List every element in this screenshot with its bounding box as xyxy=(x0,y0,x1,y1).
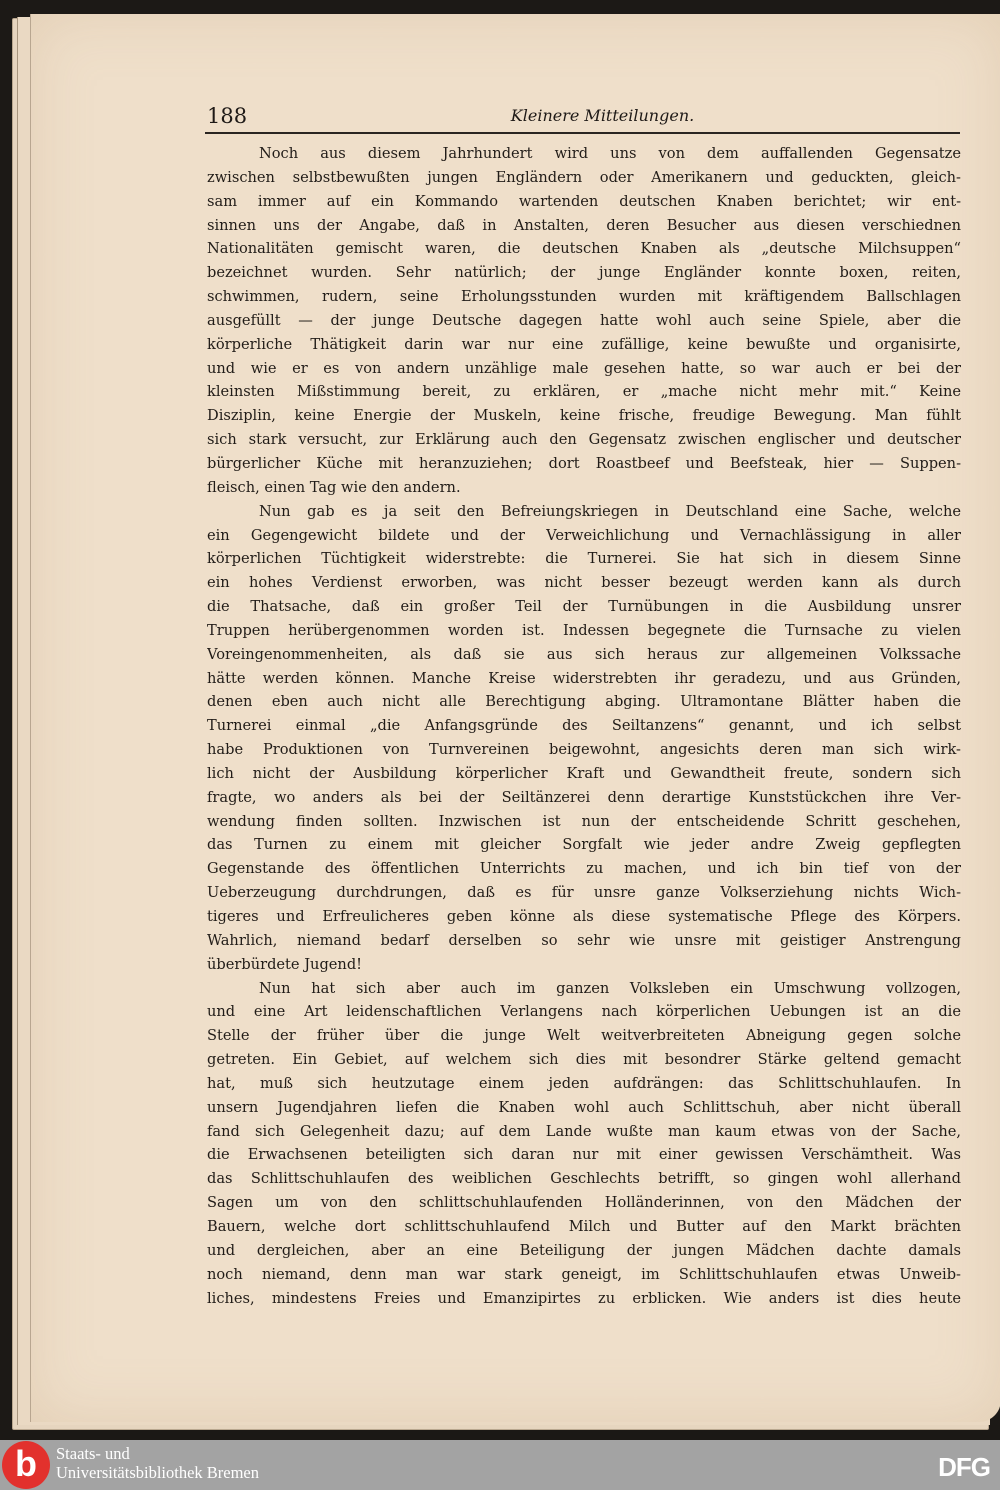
text-line: fragte, wo anders als bei der Seiltänzerei denn derartige Kunststückchen ihre Ver- xyxy=(207,788,961,806)
text-line: habe Produktionen von Turnvereinen beigewohnt, angesichts deren man sich wirk- xyxy=(207,741,961,759)
page-header xyxy=(205,100,960,134)
text-line: sich stark versucht, zur Erklärung auch den Gegensatz zwischen englischer und deutscher xyxy=(207,431,961,449)
text-line: sam immer auf ein Kommando wartenden deutschen Knaben berichtet; wir ent- xyxy=(207,192,961,210)
text-line: Sagen um von den schlittschuhlaufenden Holländerinnen, von den Mädchen der xyxy=(207,1194,961,1212)
body-text xyxy=(207,142,961,1310)
text-line: Truppen herübergenommen worden ist. Indessen begegnete die Turnsache zu vielen xyxy=(207,621,961,639)
text-line: überbürdete Jugend! xyxy=(207,955,363,973)
text-line: Gegenstande des öffentlichen Unterrichts zu machen, und ich bin tief von der xyxy=(207,860,961,878)
text-line: wendung finden sollten. Inzwischen ist nun der entscheidende Schritt geschehen, xyxy=(207,812,961,830)
text-line: getreten. Ein Gebiet, auf welchem sich dies mit besondrer Stärke geltend gemacht xyxy=(207,1051,961,1069)
text-line: noch niemand, denn man war stark geneigt, im Schlittschuhlaufen etwas Unweib- xyxy=(207,1265,961,1283)
text-line: ein hohes Verdienst erworben, was nicht besser bezeugt werden kann als durch xyxy=(207,574,961,592)
text-line: Bauern, welche dort schlittschuhlaufend Milch und Butter auf den Markt brächten xyxy=(207,1217,961,1235)
paragraph xyxy=(207,500,961,977)
footer-bar xyxy=(0,1440,1000,1490)
text-line: und eine Art leidenschaftlichen Verlangens nach körperlichen Uebungen ist an die xyxy=(207,1003,961,1021)
text-line: Voreingenommenheiten, als daß sie aus sich heraus zur allgemeinen Volkssache xyxy=(207,645,961,663)
running-head: Kleinere Mitteilungen. xyxy=(510,106,695,125)
text-line: unsern Jugendjahren liefen die Knaben wohl auch Schlittschuh, aber nicht überall xyxy=(207,1098,961,1116)
text-line: Ueberzeugung durchdrungen, daß es für unsre ganze Volkserziehung nichts Wich- xyxy=(207,884,961,902)
text-line: Turnerei einmal „die Anfangsgründe des Seiltanzens“ genannt, und ich selbst xyxy=(207,717,961,735)
text-line: tigeres und Erfreulicheres geben könne als diese systematische Pflege des Körpers. xyxy=(207,908,961,925)
library-name-line2: Universitätsbibliothek Bremen xyxy=(56,1463,260,1482)
text-line: kleinsten Mißstimmung bereit, zu erklären, er „mache nicht mehr mit.“ Keine xyxy=(207,383,961,401)
text-line: sinnen uns der Angabe, daß in Anstalten, deren Besucher aus diesen verschiednen xyxy=(207,216,961,234)
dfg-logo-icon[interactable]: DFG xyxy=(938,1452,990,1482)
text-line: Stelle der früher über die junge Welt weitverbreiteten Abneigung gegen solche xyxy=(207,1027,961,1045)
library-logo-icon[interactable] xyxy=(2,1441,50,1489)
text-line: Disziplin, keine Energie der Muskeln, keine frische, freudige Bewegung. Man fühlt xyxy=(207,407,961,425)
text-line: Nun gab es ja seit den Befreiungskriegen in Deutschland eine Sache, welche xyxy=(259,502,961,520)
library-name-line1: Staats- und xyxy=(56,1444,130,1463)
text-line: und wie er es von andern unzählige male gesehen hatte, so war auch er bei der xyxy=(207,359,961,377)
text-line: hat, muß sich heutzutage einem jeden aufdrängen: das Schlittschuhlaufen. In xyxy=(207,1074,961,1092)
text-line: schwimmen, rudern, seine Erholungsstunden wurden mit kräftigendem Ballschlagen xyxy=(207,288,961,306)
text-line: Nun hat sich aber auch im ganzen Volksleben ein Umschwung vollzogen, xyxy=(259,979,961,997)
text-line: fand sich Gelegenheit dazu; auf dem Lande wußte man kaum etwas von der Sache, xyxy=(207,1122,961,1140)
paragraph xyxy=(207,977,961,1311)
text-line: das Schlittschuhlaufen des weiblichen Geschlechts betrifft, so gingen wohl allerhand xyxy=(207,1170,961,1188)
text-line: Wahrlich, niemand bedarf derselben so sehr wie unsre mit geistiger Anstrengung xyxy=(207,931,961,949)
text-line: körperlichen Tüchtigkeit widerstrebte: die Turnerei. Sie hat sich in diesem Sinne xyxy=(207,550,961,568)
text-line: ein Gegengewicht bildete und der Verweichlichung und Vernachlässigung in aller xyxy=(207,526,961,544)
text-line: die Thatsache, daß ein großer Teil der Turnübungen in die Ausbildung unsrer xyxy=(207,598,961,616)
text-line: Noch aus diesem Jahrhundert wird uns von dem auffallenden Gegensatze xyxy=(259,145,961,162)
paragraph xyxy=(207,142,961,500)
text-line: lich nicht der Ausbildung körperlicher Kraft und Gewandtheit freute, sondern sich xyxy=(207,764,961,782)
library-name[interactable] xyxy=(56,1444,259,1482)
text-line: liches, mindestens Freies und Emanzipirtes zu erblicken. Wie anders ist dies heute xyxy=(207,1289,961,1307)
page-number: 188 xyxy=(207,104,248,128)
text-line: und dergleichen, aber an eine Beteiligung der jungen Mädchen dachte damals xyxy=(207,1241,961,1259)
text-line: denen eben auch nicht alle Berechtigung abging. Ultramontane Blätter haben die xyxy=(207,693,961,711)
text-line: fleisch, einen Tag wie den andern. xyxy=(207,478,461,496)
text-line: bürgerlicher Küche mit heranzuziehen; dort Roastbeef und Beefsteak, hier — Suppen- xyxy=(207,454,961,472)
text-line: Nationalitäten gemischt waren, die deutschen Knaben als „deutsche Milchsuppen“ xyxy=(207,240,961,258)
text-line: zwischen selbstbewußten jungen Engländern oder Amerikanern und geduckten, gleich- xyxy=(207,168,961,186)
text-line: körperliche Thätigkeit darin war nur eine zufällige, keine bewußte und organisirte, xyxy=(207,335,961,353)
text-line: die Erwachsenen beteiligten sich daran nur mit einer gewissen Verschämtheit. Was xyxy=(207,1146,961,1164)
text-line: bezeichnet wurden. Sehr natürlich; der junge Engländer konnte boxen, reiten, xyxy=(207,264,961,282)
library-logo-letter: b xyxy=(15,1443,37,1484)
text-line: ausgefüllt — der junge Deutsche dagegen hatte wohl auch seine Spiele, aber die xyxy=(207,311,961,329)
text-line: hätte werden können. Manche Kreise widerstrebten ihr geradezu, und aus Gründen, xyxy=(207,669,961,687)
text-line: das Turnen zu einem mit gleicher Sorgfalt wie jeder andre Zweig gepflegten xyxy=(207,836,961,854)
